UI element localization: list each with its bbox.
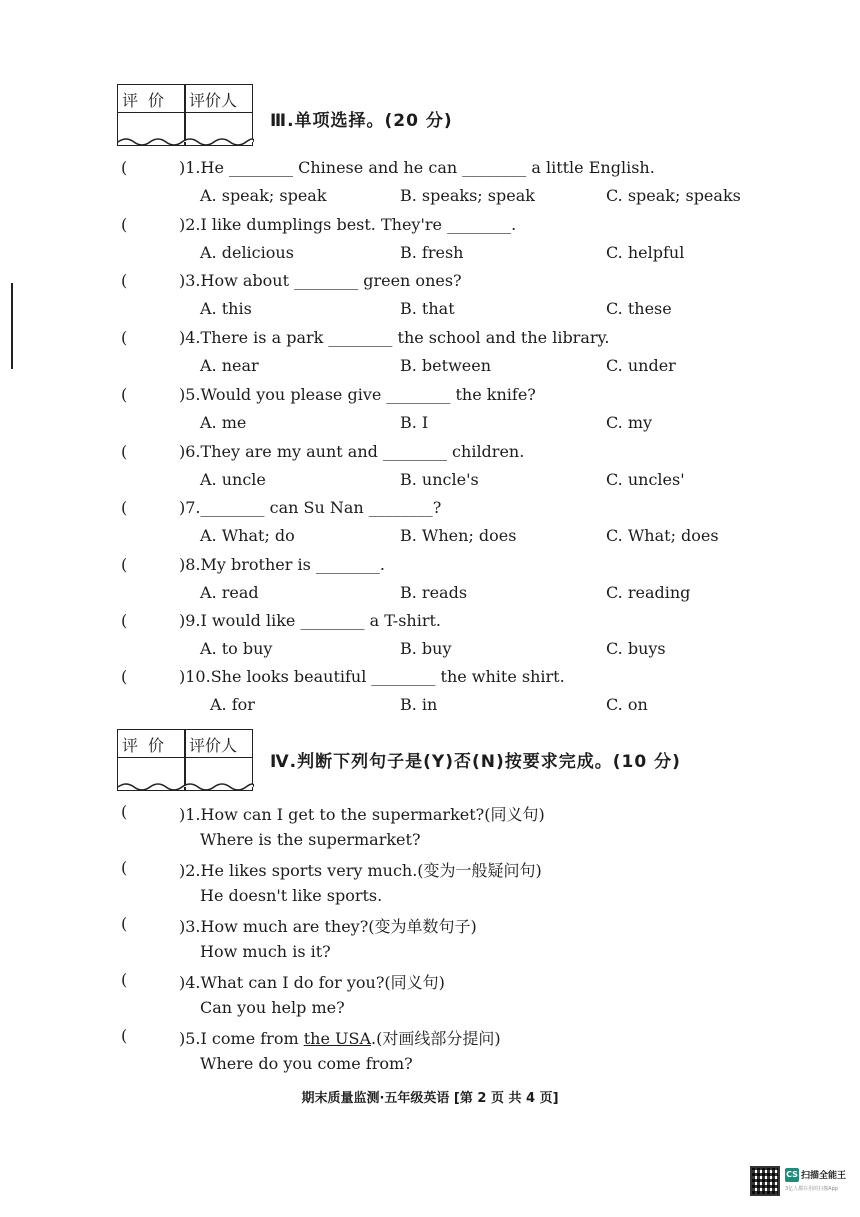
stem-text: children. (446, 442, 525, 461)
option-c[interactable]: C. helpful (606, 243, 685, 262)
stem-text: . (511, 215, 517, 234)
answer-sentence: Where is the supermarket? (200, 830, 421, 849)
judgement-item (0, 1026, 860, 1083)
answer-sentence: He doesn't like sports. (200, 886, 383, 905)
option-a[interactable]: A. delicious (200, 243, 294, 262)
stem-text: What can I do for you? (200, 973, 385, 992)
option-c[interactable]: C. under (606, 356, 676, 375)
question-number: )1. (179, 805, 201, 824)
option-c[interactable]: C. speak; speaks (606, 186, 741, 205)
answer-paren-open: ( (121, 498, 128, 517)
stem-text: I would like (200, 611, 301, 630)
stem-text: a T-shirt. (364, 611, 442, 630)
option-c[interactable]: C. What; does (606, 526, 719, 545)
score-box (117, 729, 253, 791)
answer-paren-open: ( (121, 611, 128, 630)
question-stem (179, 1026, 501, 1049)
camscanner-logo: CS (785, 1168, 799, 1182)
qr-code-icon (750, 1166, 780, 1196)
option-b[interactable]: B. When; does (400, 526, 517, 545)
question-item (0, 498, 860, 555)
option-a[interactable]: A. for (210, 695, 255, 714)
stem-text: She looks beautiful (210, 667, 372, 686)
question-stem (179, 802, 545, 825)
option-b[interactable]: B. reads (400, 583, 468, 602)
answer-paren-open: ( (121, 158, 128, 177)
score-label: 评价 (122, 736, 175, 755)
blank-1[interactable]: ________ (315, 555, 380, 574)
underlined-part: the USA (303, 1029, 371, 1048)
question-stem (179, 442, 524, 461)
option-b[interactable]: B. that (400, 299, 455, 318)
answer-paren-open: ( (121, 442, 128, 461)
question-stem (179, 667, 565, 686)
option-b[interactable]: B. uncle's (400, 470, 479, 489)
page-footer: 期末质量监测·五年级英语 [第 2 页 共 4 页] (301, 1091, 559, 1106)
option-a[interactable]: A. this (200, 299, 252, 318)
question-item (0, 611, 860, 668)
stem-text: How much are they? (200, 917, 369, 936)
option-a[interactable]: A. uncle (200, 470, 266, 489)
question-stem (179, 498, 441, 517)
question-item (0, 555, 860, 612)
question-stem (179, 611, 441, 630)
answer-paren-open: ( (121, 970, 128, 989)
stem-text: the school and the library. (392, 328, 610, 347)
option-b[interactable]: B. in (400, 695, 438, 714)
stem-text: They are my aunt and (200, 442, 383, 461)
option-b[interactable]: B. I (400, 413, 429, 432)
question-number: )5. (179, 1029, 201, 1048)
option-a[interactable]: A. near (200, 356, 259, 375)
answer-paren-open: ( (121, 328, 128, 347)
stem-text: How can I get to the supermarket? (200, 805, 485, 824)
question-item (0, 158, 860, 215)
question-number: )3. (179, 271, 201, 290)
stem-text: can Su Nan (264, 498, 369, 517)
stem-text: Would you please give (200, 385, 387, 404)
answer-paren-open: ( (121, 914, 128, 933)
question-number: )7. (179, 498, 201, 517)
blank-1[interactable]: ________ (371, 667, 436, 686)
question-stem (179, 158, 655, 177)
question-item (0, 667, 860, 724)
option-b[interactable]: B. between (400, 356, 492, 375)
blank-2[interactable]: ________ (462, 158, 527, 177)
grader-label: 评价人 (189, 736, 238, 755)
option-b[interactable]: B. speaks; speak (400, 186, 535, 205)
option-c[interactable]: C. buys (606, 639, 666, 658)
option-a[interactable]: A. to buy (200, 639, 273, 658)
blank-1[interactable]: ________ (382, 442, 447, 461)
question-item (0, 271, 860, 328)
question-stem (179, 271, 462, 290)
question-item (0, 328, 860, 385)
judgement-item (0, 914, 860, 971)
scanner-name: 扫描全能王 (801, 1171, 847, 1181)
option-c[interactable]: C. reading (606, 583, 691, 602)
question-stem (179, 385, 536, 404)
grader-label: 评价人 (189, 91, 238, 110)
question-number: )2. (179, 861, 201, 880)
question-item (0, 215, 860, 272)
stem-text: the white shirt. (435, 667, 565, 686)
option-c[interactable]: C. on (606, 695, 648, 714)
answer-sentence: How much is it? (200, 942, 331, 961)
instruction-text: (同义句) (484, 805, 545, 824)
judgement-item (0, 970, 860, 1027)
stem-text: ? (432, 498, 442, 517)
answer-paren-open: ( (121, 802, 128, 821)
answer-paren-open: ( (121, 667, 128, 686)
question-number: )5. (179, 385, 201, 404)
question-stem (179, 215, 516, 234)
answer-sentence: Can you help me? (200, 998, 345, 1017)
answer-paren-open: ( (121, 271, 128, 290)
option-a[interactable]: A. read (200, 583, 259, 602)
option-c[interactable]: C. uncles' (606, 470, 685, 489)
blank-1[interactable]: ________ (447, 215, 512, 234)
judgement-item (0, 858, 860, 915)
stem-text: How about (200, 271, 295, 290)
question-stem (179, 970, 445, 993)
score-box (117, 84, 253, 146)
blank-1[interactable]: ________ (328, 328, 393, 347)
stem-text: He (200, 158, 230, 177)
option-b[interactable]: B. fresh (400, 243, 464, 262)
blank-1[interactable]: ________ (229, 158, 294, 177)
blank-1[interactable]: ________ (300, 611, 365, 630)
question-number: )4. (179, 328, 201, 347)
stem-text: I come from (200, 1029, 304, 1048)
blank-1[interactable]: ________ (294, 271, 359, 290)
section-title: Ⅲ.单项选择。(20 分) (270, 111, 453, 131)
instruction-text: .(对画线部分提问) (371, 1029, 501, 1048)
instruction-text: (变为单数句子) (368, 917, 477, 936)
stem-text: He likes sports very much. (200, 861, 418, 880)
answer-paren-open: ( (121, 385, 128, 404)
question-number: )4. (179, 973, 201, 992)
answer-sentence: Where do you come from? (200, 1054, 413, 1073)
blank-1[interactable]: ________ (386, 385, 451, 404)
question-number: )2. (179, 215, 201, 234)
question-number: )10. (179, 667, 211, 686)
question-stem (179, 914, 477, 937)
question-number: )3. (179, 917, 201, 936)
stem-text: I like dumplings best. They're (200, 215, 448, 234)
answer-paren-open: ( (121, 215, 128, 234)
scanner-tagline: 3亿人都在用的扫描App (785, 1186, 838, 1192)
instruction-text: (同义句) (384, 973, 445, 992)
stem-text: the knife? (450, 385, 536, 404)
question-number: )9. (179, 611, 201, 630)
question-item (0, 442, 860, 499)
option-c[interactable]: C. these (606, 299, 672, 318)
answer-paren-open: ( (121, 555, 128, 574)
option-a[interactable]: A. What; do (200, 526, 295, 545)
answer-paren-open: ( (121, 1026, 128, 1045)
question-number: )8. (179, 555, 201, 574)
question-stem (179, 555, 385, 574)
question-stem (179, 858, 542, 881)
stem-text: There is a park (200, 328, 329, 347)
question-number: )1. (179, 158, 201, 177)
stem-text: a little English. (526, 158, 655, 177)
stem-text: My brother is (200, 555, 316, 574)
stem-text: green ones? (358, 271, 462, 290)
scanner-watermark (750, 1162, 845, 1204)
stem-text: . (379, 555, 385, 574)
blank-2[interactable]: ________ (368, 498, 433, 517)
option-b[interactable]: B. buy (400, 639, 452, 658)
judgement-item (0, 802, 860, 859)
option-c[interactable]: C. my (606, 413, 653, 432)
blank-1[interactable]: ________ (200, 498, 265, 517)
question-stem (179, 328, 610, 347)
score-label: 评价 (122, 91, 175, 110)
question-item (0, 385, 860, 442)
instruction-text: (变为一般疑问句) (417, 861, 542, 880)
stem-text: Chinese and he can (293, 158, 463, 177)
question-number: )6. (179, 442, 201, 461)
section-title: Ⅳ.判断下列句子是(Y)否(N)按要求完成。(10 分) (270, 752, 681, 772)
option-a[interactable]: A. speak; speak (200, 186, 327, 205)
answer-paren-open: ( (121, 858, 128, 877)
option-a[interactable]: A. me (200, 413, 247, 432)
